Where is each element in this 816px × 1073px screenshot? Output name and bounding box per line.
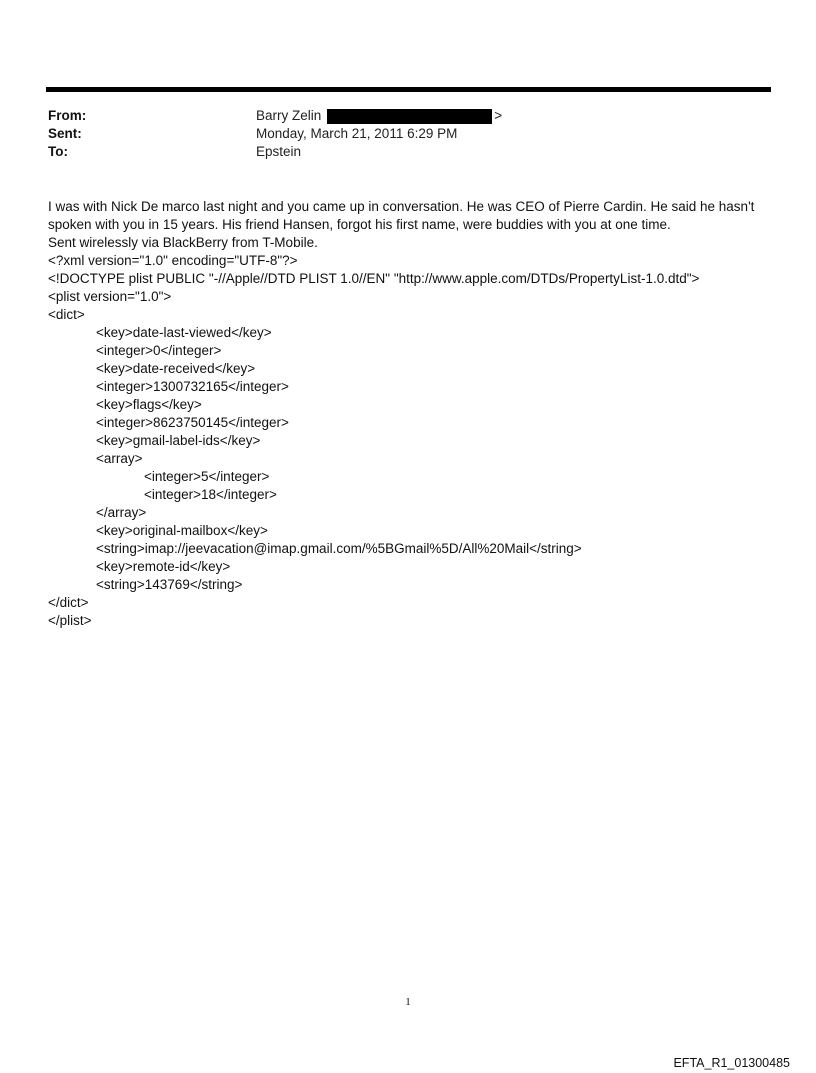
page-number: 1 bbox=[405, 996, 411, 1008]
plist-close: </plist> bbox=[48, 613, 92, 628]
from-suffix: > bbox=[494, 108, 503, 123]
plist-line: <key>remote-id</key> bbox=[96, 559, 231, 574]
plist-line: <string>imap://jeevacation@imap.gmail.com/%5BGmail%5D/All%20Mail</string> bbox=[96, 541, 582, 556]
array-item: <integer>5</integer> bbox=[144, 469, 270, 484]
plist-line: <integer>0</integer> bbox=[96, 343, 222, 358]
to-value: Epstein bbox=[256, 144, 302, 159]
from-value bbox=[256, 107, 502, 125]
from-row bbox=[48, 107, 768, 125]
signature-line: Sent wirelessly via BlackBerry from T-Mobile. bbox=[48, 235, 318, 250]
plist-line: <key>original-mailbox</key> bbox=[96, 523, 268, 538]
sent-label: Sent: bbox=[48, 126, 82, 141]
plist-line: <array> bbox=[96, 451, 143, 466]
plist-line: <integer>1300732165</integer> bbox=[96, 379, 289, 394]
plist-line: </array> bbox=[96, 505, 147, 520]
xml-declaration: <?xml version="1.0" encoding="UTF-8"?> bbox=[48, 253, 298, 268]
array-item: <integer>18</integer> bbox=[144, 487, 277, 502]
header-divider bbox=[46, 87, 771, 92]
dict-open: <dict> bbox=[48, 307, 85, 322]
doctype-line: <!DOCTYPE plist PUBLIC "-//Apple//DTD PLIST 1.0//EN" "http://www.apple.com/DTDs/PropertyList-1.0.dtd"> bbox=[48, 271, 700, 286]
to-label: To: bbox=[48, 144, 68, 159]
redaction-block bbox=[327, 109, 492, 124]
plist-open: <plist version="1.0"> bbox=[48, 289, 172, 304]
plist-line: <string>143769</string> bbox=[96, 577, 243, 592]
dict-close: </dict> bbox=[48, 595, 89, 610]
sent-row bbox=[48, 125, 768, 143]
email-header bbox=[48, 107, 768, 161]
plist-line: <key>date-last-viewed</key> bbox=[96, 325, 272, 340]
document-id: EFTA_R1_01300485 bbox=[673, 1056, 790, 1070]
plist-line: <key>flags</key> bbox=[96, 397, 202, 412]
plist-line: <integer>8623750145</integer> bbox=[96, 415, 289, 430]
to-row bbox=[48, 143, 768, 161]
plist-line: <key>gmail-label-ids</key> bbox=[96, 433, 261, 448]
email-body bbox=[48, 198, 778, 630]
from-label: From: bbox=[48, 108, 87, 123]
message-line: I was with Nick De marco last night and you came up in conversation. He was CEO of Pierre Cardin. He said he hasn't bbox=[48, 199, 755, 214]
sender-name: Barry Zelin bbox=[256, 108, 322, 123]
message-line: spoken with you in 15 years. His friend Hansen, forgot his first name, were buddies with you at one time. bbox=[48, 217, 671, 232]
plist-line: <key>date-received</key> bbox=[96, 361, 256, 376]
sent-value: Monday, March 21, 2011 6:29 PM bbox=[256, 126, 458, 141]
